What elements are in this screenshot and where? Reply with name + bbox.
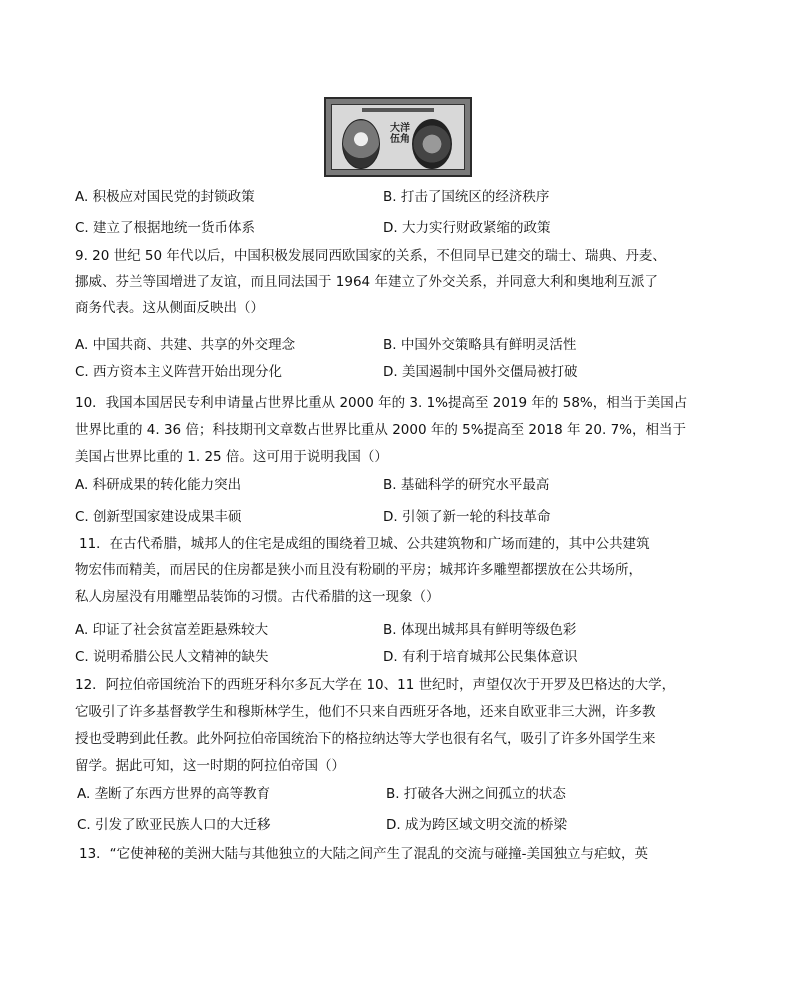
- banknote-denomination: 大洋伍角: [390, 123, 410, 145]
- q11-option-b: B. 体现出城邦具有鲜明等级色彩: [383, 622, 577, 638]
- q12-option-d: D. 成为跨区域文明交流的桥梁: [386, 817, 567, 833]
- q11-option-c: C. 说明希腊公民人文精神的缺失: [75, 649, 269, 665]
- q10-option-d: D. 引领了新一轮的科技革命: [383, 509, 551, 525]
- q9-option-d: D. 美国遏制中国外交僵局被打破: [383, 364, 578, 380]
- q12-option-c: C. 引发了欧亚民族人口的大迁移: [77, 817, 271, 833]
- q10-option-c: C. 创新型国家建设成果丰硕: [75, 509, 242, 525]
- q12-stem-line-4: 留学。据此可知，这一时期的阿拉伯帝国（）: [75, 758, 345, 774]
- q9-stem-line-1: 9. 20 世纪 50 年代以后，中国积极发展同西欧国家的关系，不但同早已建交的瑞士、瑞典、丹麦、: [75, 248, 666, 264]
- q10-stem-line-1: 10．我国本国居民专利申请量占世界比重从 2000 年的 3. 1%提高至 2019 年的 58%，相当于美国占: [75, 395, 688, 411]
- q8-option-d: D. 大力实行财政紧缩的政策: [383, 220, 551, 236]
- q10-stem-line-2: 世界比重的 4. 36 倍；科技期刊文章数占世界比重从 2000 年的 5%提高至 2018 年 20. 7%，相当于: [75, 422, 686, 438]
- q9-option-a: A. 中国共商、共建、共享的外交理念: [75, 337, 296, 353]
- q11-stem-line-1: 11．在古代希腊，城邦人的住宅是成组的围绕着卫城、公共建筑物和广场而建的，其中公共建筑: [79, 536, 650, 552]
- q9-stem-line-2: 挪威、芬兰等国增进了友谊，而且同法国于 1964 年建立了外交关系，并同意大利和奥地利互派了: [75, 274, 658, 290]
- q11-option-d: D. 有利于培育城邦公民集体意识: [383, 649, 578, 665]
- q10-stem-line-3: 美国占世界比重的 1. 25 倍。这可用于说明我国（）: [75, 449, 388, 465]
- q8-option-a: A. 积极应对国民党的封锁政策: [75, 189, 255, 205]
- q9-option-b: B. 中国外交策略具有鲜明灵活性: [383, 337, 577, 353]
- portrait-icon: [342, 119, 380, 169]
- q9-stem-line-3: 商务代表。这从侧面反映出（）: [75, 300, 264, 316]
- q8-option-c: C. 建立了根据地统一货币体系: [75, 220, 256, 236]
- seal-icon: [412, 119, 452, 169]
- q10-option-b: B. 基础科学的研究水平最高: [383, 477, 550, 493]
- q12-stem-line-3: 授也受聘到此任教。此外阿拉伯帝国统治下的格拉纳达等大学也很有名气，吸引了许多外国学生来: [75, 731, 656, 747]
- q10-option-a: A. 科研成果的转化能力突出: [75, 477, 242, 493]
- q13-stem-line-1: 13．“它使神秘的美洲大陆与其他独立的大陆之间产生了混乱的交流与碰撞-美国独立与疟蚊，英: [79, 846, 649, 862]
- q11-stem-line-3: 私人房屋没有用雕塑品装饰的习惯。古代希腊的这一现象（）: [75, 589, 440, 605]
- q12-option-a: A. 垄断了东西方世界的高等教育: [77, 786, 271, 802]
- q12-stem-line-2: 它吸引了许多基督教学生和穆斯林学生，他们不只来自西班牙各地，还来自欧亚非三大洲，许多教: [75, 704, 656, 720]
- q12-option-b: B. 打破各大洲之间孤立的状态: [386, 786, 566, 802]
- banknote-inner: [331, 104, 465, 170]
- banknote-header-band: [362, 108, 434, 112]
- q11-option-a: A. 印证了社会贫富差距悬殊较大: [75, 622, 269, 638]
- q8-option-b: B. 打击了国统区的经济秩序: [383, 189, 550, 205]
- q9-option-c: C. 西方资本主义阵营开始出现分化: [75, 364, 283, 380]
- q12-stem-line-1: 12．阿拉伯帝国统治下的西班牙科尔多瓦大学在 10、11 世纪时，声望仅次于开罗及巴格达的大学，: [75, 677, 676, 693]
- banknote-image: [324, 97, 472, 177]
- q11-stem-line-2: 物宏伟而精美，而居民的住房都是狭小而且没有粉刷的平房；城邦许多雕塑都摆放在公共场所，: [75, 562, 642, 578]
